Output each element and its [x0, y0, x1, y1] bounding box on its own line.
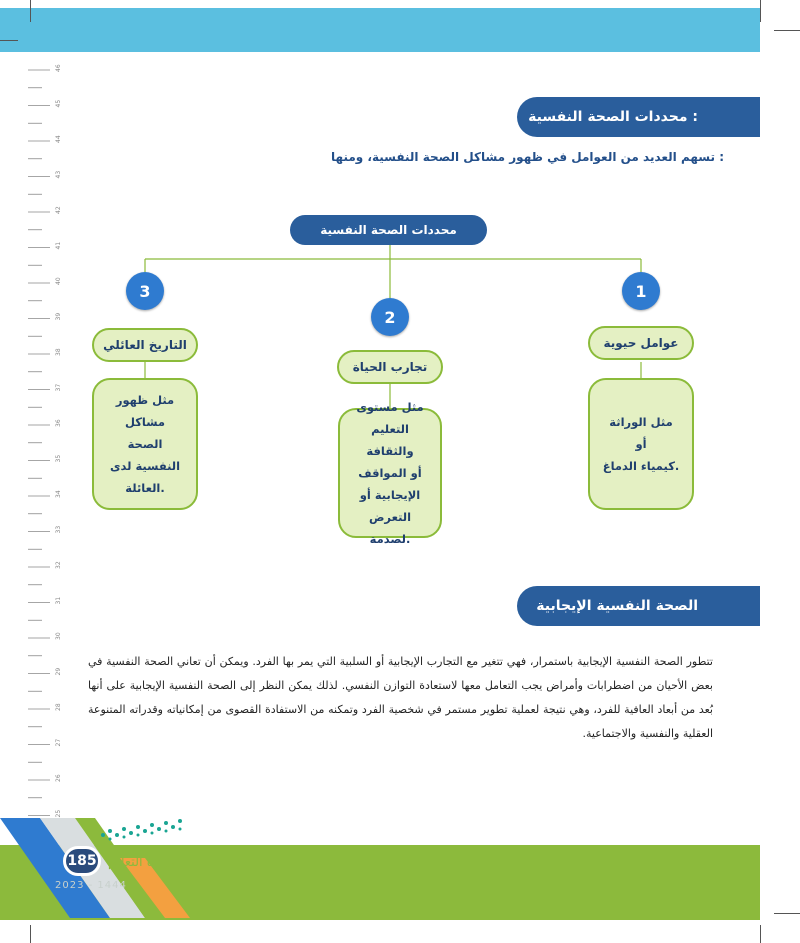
ruler-label: 31	[55, 596, 62, 605]
page-number: 185	[63, 846, 101, 876]
branch-title-family-history: التاريخ العائلي	[92, 328, 198, 362]
branch-number-3: 3	[126, 272, 164, 310]
ruler-label: 26	[55, 774, 62, 782]
ruler-label: 28	[55, 703, 62, 711]
intro-text: تسهم العديد من العوامل في ظهور مشاكل الصحة النفسية، ومنها :	[331, 150, 724, 164]
ruler-label: 37	[55, 383, 62, 392]
ruler-label: 27	[55, 738, 62, 747]
ruler-label: 43	[55, 170, 62, 179]
branch-desc-life-experiences: مثل مستوى التعليم والثقافة أو المواقف الإيجابية أو التعرض لصدمة.	[338, 408, 442, 538]
branch-title-biological: عوامل حيوية	[588, 326, 694, 360]
diagram-root: محددات الصحة النفسية	[290, 215, 487, 245]
section-header-positive-health	[517, 586, 760, 626]
section-title: محددات الصحة النفسية :	[528, 109, 698, 125]
branch-desc-biological: مثل الوراثة أو كيمياء الدماغ.	[588, 378, 694, 510]
ruler-label: 39	[55, 312, 62, 321]
ruler-label: 38	[55, 348, 62, 356]
ruler-label: 32	[55, 561, 62, 569]
branch-title-life-experiences: تجارب الحياة	[337, 350, 443, 384]
ministry-logo-year: 2023 - 1444	[55, 880, 127, 891]
ruler-label: 29	[55, 667, 62, 676]
section-title: الصحة النفسية الإيجابية	[536, 598, 698, 614]
ruler-label: 34	[55, 490, 62, 498]
ruler-label: 36	[55, 419, 62, 427]
ruler-label: 46	[55, 64, 62, 72]
body-paragraph: تتطور الصحة النفسية الإيجابية باستمرار، فهي تتغير مع التجارب الإيجابية أو السلبية التي يمر بها الفرد. ويمكن أن تعاني الصحة النفسية في بعض الأحيان من اضطرابات وأمراض يجب التعامل معها لاستعادة التوازن النفسي. لذلك يمكن النظر إلى الصحة النفسية الإيجابية على أنها بُعد من أبعاد العافية للفرد، وهي نتيجة لعملية تطوير مستمر في شخصية الفرد وتمكنه من الاستفادة القصوى من إمكانياته وقدراته المتنوعة العقلية والنفسية والاجتماعية.	[88, 655, 713, 740]
ministry-logo-text: وزارة التعليم	[108, 855, 177, 870]
ruler-label: 45	[55, 99, 62, 108]
ruler-label: 30	[55, 632, 62, 640]
ministry-logo-icon	[98, 815, 188, 845]
ruler-label: 42	[55, 206, 62, 214]
ruler-label: 33	[55, 525, 62, 534]
ruler-label: 35	[55, 454, 62, 463]
ruler-label: 44	[55, 135, 62, 143]
branch-number-2: 2	[371, 298, 409, 336]
ruler-label: 25	[55, 809, 62, 818]
ruler-label: 41	[55, 241, 62, 250]
ruler-label: 40	[55, 277, 62, 285]
branch-number-1: 1	[622, 272, 660, 310]
branch-desc-family-history: مثل ظهور مشاكل الصحة النفسية لدى العائلة.	[92, 378, 198, 510]
